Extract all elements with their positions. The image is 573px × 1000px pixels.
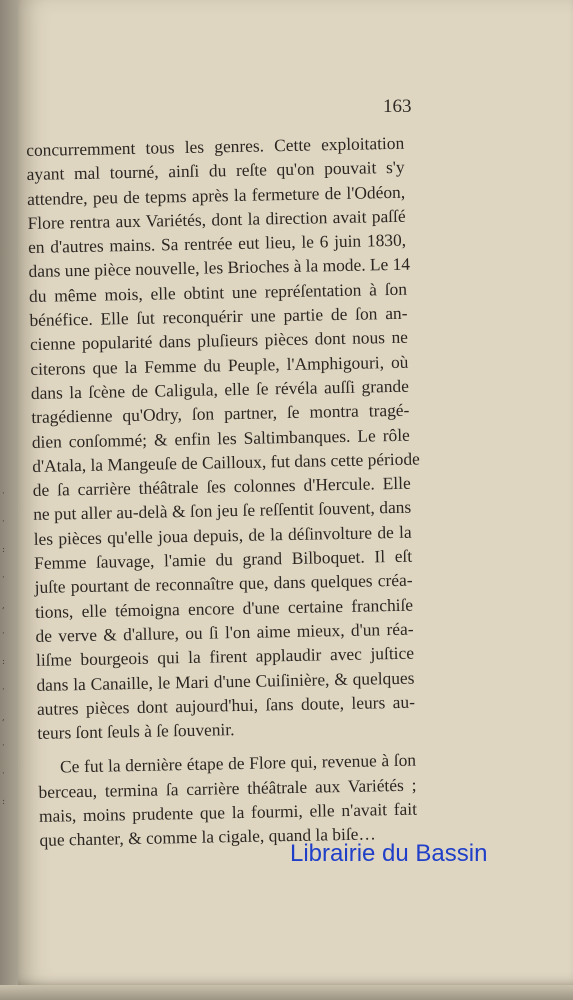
text-line: de ſa carrière théâtrale ſes colonnes d'Hercule. Elle: [32, 472, 411, 501]
text-line: cienne popularité dans pluſieurs pièces dont nous ne: [29, 327, 409, 355]
text-line: ayant mal tourné, ainſi du reſte qu'on pouvait s'y: [26, 157, 405, 185]
text-line: teurs ſont ſeuls à ſe ſouvenir.: [37, 719, 235, 744]
text-line: ne put aller au-delà & ſon jeu ſe reſſentit ſouvent, dans: [33, 497, 412, 525]
text-line: berceau, termina ſa carrière théâtrale aux Variétés ;: [38, 774, 417, 802]
text-line: mais, moins prudente que la fourmi, elle n'avait fait: [38, 798, 418, 826]
text-line: dans la ſcène de Caligula, elle ſe révéla auſſi grande: [30, 375, 410, 403]
body-text: [26, 131, 418, 853]
text-line: en d'autres mains. Sa rentrée eut lieu, le 6 juin 1830,: [27, 229, 407, 258]
page-bottom-edge: [0, 985, 573, 1000]
text-line: bénéfice. Elle ſut reconquérir une partie de ſon an-: [29, 302, 408, 331]
text-line: juſte pourtant de reconnaître que, dans quelques créa-: [34, 570, 413, 598]
text-line: d'Atala, la Mangeuſe de Cailloux, fut dans cette période: [32, 448, 420, 476]
text-line: citerons que la Femme du Peuple, l'Amphigouri, où: [30, 351, 409, 379]
text-line: dans la Canaille, le Mari d'une Cuiſinière, & quelques: [36, 667, 415, 695]
text-line: de verve & d'allure, ou ſi l'on aime mieux, d'un réa-: [35, 618, 414, 646]
watermark: Librairie du Bassin: [290, 840, 488, 867]
text-line: du même mois, elle obtint une repréſentation à ſon: [28, 278, 408, 306]
text-line: autres pièces dont aujourd'hui, ſans doute, leurs au-: [36, 691, 416, 719]
margin-marks: · · : · , · : · , · · :: [2, 489, 6, 807]
text-line: liſme bourgeois qui la firent applaudir avec juſtice: [35, 642, 415, 671]
text-line: Ce fut la dernière étape de Flore qui, revenue à ſon: [59, 750, 417, 777]
text-line: concurremment tous les genres. Cette exploitation: [26, 132, 405, 160]
text-line: dien conſommé; & enfin les Saltimbanques. Le rôle: [31, 424, 410, 452]
book-page: [18, 0, 573, 985]
text-line: tions, elle témoigna encore d'une certaine franchiſe: [34, 594, 414, 622]
text-line: dans une pièce nouvelle, les Brioches à la mode. Le 14: [28, 254, 411, 282]
page-number: 163: [383, 96, 412, 117]
text-line: tragédienne qu'Odry, ſon partner, ſe montra tragé-: [31, 399, 410, 428]
text-line: attendre, peu de tepms après la fermeture de l'Odéon,: [26, 181, 406, 209]
text-line: que chanter, & comme la cigale, quand la biſe…: [39, 823, 376, 851]
text-line: Flore rentra aux Variétés, dont la direction avait paſſé: [27, 205, 406, 233]
text-line: Femme ſauvage, l'amie du grand Bilboquet. Il eſt: [33, 545, 413, 573]
text-line: les pièces qu'elle joua depuis, de la déſinvolture de la: [33, 521, 412, 549]
